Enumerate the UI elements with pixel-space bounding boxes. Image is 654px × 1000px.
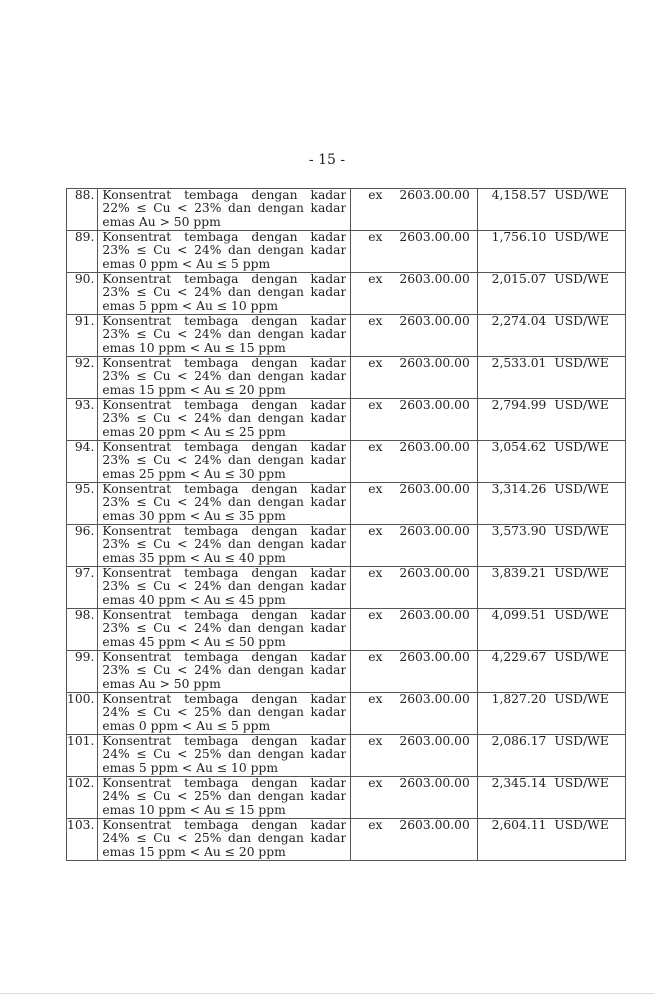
ex-marker: ex — [368, 608, 383, 622]
hs-code: 2603.00.00 — [399, 524, 470, 538]
price-value: 1,756.10 — [491, 230, 547, 244]
description-cell — [98, 441, 351, 483]
description-cell — [98, 189, 351, 231]
description-line: emas 0 ppm < Au ≤ 5 ppm — [102, 719, 271, 733]
price-unit: USD/WE — [554, 608, 609, 622]
description-cell — [98, 609, 351, 651]
description-line: Konsentrat tembaga dengan kadar — [102, 567, 347, 580]
table-row — [67, 189, 626, 231]
description-line: 23% ≤ Cu < 24% dan dengan kadar — [102, 496, 347, 510]
price-value: 2,533.01 — [491, 356, 547, 370]
description-cell — [98, 357, 351, 399]
row-number: 96. — [67, 525, 98, 567]
hs-code-cell — [351, 273, 478, 315]
description-cell — [98, 315, 351, 357]
row-number: 100. — [67, 693, 98, 735]
price-cell — [478, 189, 626, 231]
hs-code: 2603.00.00 — [399, 272, 470, 286]
description-line: Konsentrat tembaga dengan kadar — [102, 399, 347, 412]
hs-code-cell — [351, 357, 478, 399]
description-line: emas 25 ppm < Au ≤ 30 ppm — [102, 467, 286, 481]
hs-code: 2603.00.00 — [399, 608, 470, 622]
description-line: emas Au > 50 ppm — [102, 215, 221, 229]
table-row — [67, 273, 626, 315]
description-cell — [98, 735, 351, 777]
price-unit: USD/WE — [554, 566, 609, 580]
description-line: emas 10 ppm < Au ≤ 15 ppm — [102, 803, 286, 817]
hs-code-cell — [351, 651, 478, 693]
row-number: 99. — [67, 651, 98, 693]
price-value: 1,827.20 — [491, 692, 547, 706]
table-row — [67, 231, 626, 273]
description-line: emas 20 ppm < Au ≤ 25 ppm — [102, 425, 286, 439]
row-number: 98. — [67, 609, 98, 651]
description-line: Konsentrat tembaga dengan kadar — [102, 525, 347, 538]
hs-code-cell — [351, 609, 478, 651]
ex-marker: ex — [368, 398, 383, 412]
ex-marker: ex — [368, 482, 383, 496]
description-cell — [98, 483, 351, 525]
description-line: Konsentrat tembaga dengan kadar — [102, 441, 347, 454]
table-row — [67, 735, 626, 777]
description-cell — [98, 777, 351, 819]
description-line: Konsentrat tembaga dengan kadar — [102, 231, 347, 244]
ex-marker: ex — [368, 692, 383, 706]
description-line: emas 30 ppm < Au ≤ 35 ppm — [102, 509, 286, 523]
hs-code-cell — [351, 735, 478, 777]
price-cell — [478, 273, 626, 315]
price-value: 2,794.99 — [491, 398, 547, 412]
description-cell — [98, 567, 351, 609]
price-unit: USD/WE — [554, 734, 609, 748]
row-number: 102. — [67, 777, 98, 819]
description-line: Konsentrat tembaga dengan kadar — [102, 609, 347, 622]
description-cell — [98, 819, 351, 861]
description-line: Konsentrat tembaga dengan kadar — [102, 189, 347, 202]
price-value: 2,015.07 — [491, 272, 547, 286]
description-line: emas Au > 50 ppm — [102, 677, 221, 691]
description-line: 24% ≤ Cu < 25% dan dengan kadar — [102, 748, 347, 762]
price-cell — [478, 777, 626, 819]
ex-marker: ex — [368, 440, 383, 454]
description-line: emas 10 ppm < Au ≤ 15 ppm — [102, 341, 286, 355]
table-row — [67, 609, 626, 651]
description-cell — [98, 399, 351, 441]
hs-code-cell — [351, 441, 478, 483]
price-cell — [478, 525, 626, 567]
ex-marker: ex — [368, 230, 383, 244]
price-value: 3,573.90 — [491, 524, 547, 538]
price-unit: USD/WE — [554, 272, 609, 286]
description-line: Konsentrat tembaga dengan kadar — [102, 315, 347, 328]
description-line: 23% ≤ Cu < 24% dan dengan kadar — [102, 454, 347, 468]
hs-code: 2603.00.00 — [399, 482, 470, 496]
description-line: 22% ≤ Cu < 23% dan dengan kadar — [102, 202, 347, 216]
description-line: Konsentrat tembaga dengan kadar — [102, 735, 347, 748]
description-line: emas 15 ppm < Au ≤ 20 ppm — [102, 383, 286, 397]
hs-code-cell — [351, 819, 478, 861]
description-line: 23% ≤ Cu < 24% dan dengan kadar — [102, 412, 347, 426]
table-row — [67, 777, 626, 819]
ex-marker: ex — [368, 734, 383, 748]
description-line: Konsentrat tembaga dengan kadar — [102, 693, 347, 706]
description-line: emas 45 ppm < Au ≤ 50 ppm — [102, 635, 286, 649]
row-number: 95. — [67, 483, 98, 525]
price-cell — [478, 735, 626, 777]
table-row — [67, 399, 626, 441]
price-cell — [478, 483, 626, 525]
ex-marker: ex — [368, 272, 383, 286]
price-table-body — [67, 189, 626, 861]
price-value: 2,345.14 — [491, 776, 547, 790]
row-number: 97. — [67, 567, 98, 609]
description-line: 23% ≤ Cu < 24% dan dengan kadar — [102, 580, 347, 594]
table-row — [67, 651, 626, 693]
price-unit: USD/WE — [554, 188, 609, 202]
row-number: 88. — [67, 189, 98, 231]
table-row — [67, 525, 626, 567]
description-line: 23% ≤ Cu < 24% dan dengan kadar — [102, 664, 347, 678]
ex-marker: ex — [368, 356, 383, 370]
row-number: 93. — [67, 399, 98, 441]
hs-code-cell — [351, 231, 478, 273]
price-cell — [478, 609, 626, 651]
description-line: 24% ≤ Cu < 25% dan dengan kadar — [102, 790, 347, 804]
price-table — [66, 188, 626, 861]
hs-code-cell — [351, 315, 478, 357]
price-value: 2,604.11 — [491, 818, 547, 832]
price-unit: USD/WE — [554, 398, 609, 412]
price-unit: USD/WE — [554, 524, 609, 538]
ex-marker: ex — [368, 566, 383, 580]
table-row — [67, 357, 626, 399]
ex-marker: ex — [368, 188, 383, 202]
price-unit: USD/WE — [554, 776, 609, 790]
table-row — [67, 693, 626, 735]
hs-code-cell — [351, 399, 478, 441]
description-line: 23% ≤ Cu < 24% dan dengan kadar — [102, 370, 347, 384]
row-number: 92. — [67, 357, 98, 399]
price-cell — [478, 315, 626, 357]
description-line: emas 40 ppm < Au ≤ 45 ppm — [102, 593, 286, 607]
hs-code-cell — [351, 189, 478, 231]
description-line: 23% ≤ Cu < 24% dan dengan kadar — [102, 538, 347, 552]
price-cell — [478, 231, 626, 273]
description-line: Konsentrat tembaga dengan kadar — [102, 819, 347, 832]
ex-marker: ex — [368, 776, 383, 790]
price-cell — [478, 441, 626, 483]
hs-code: 2603.00.00 — [399, 230, 470, 244]
hs-code-cell — [351, 483, 478, 525]
price-unit: USD/WE — [554, 314, 609, 328]
hs-code: 2603.00.00 — [399, 188, 470, 202]
price-unit: USD/WE — [554, 482, 609, 496]
description-line: 23% ≤ Cu < 24% dan dengan kadar — [102, 622, 347, 636]
row-number: 103. — [67, 819, 98, 861]
hs-code-cell — [351, 525, 478, 567]
hs-code: 2603.00.00 — [399, 398, 470, 412]
price-unit: USD/WE — [554, 440, 609, 454]
description-line: 23% ≤ Cu < 24% dan dengan kadar — [102, 286, 347, 300]
table-row — [67, 819, 626, 861]
row-number: 91. — [67, 315, 98, 357]
price-unit: USD/WE — [554, 650, 609, 664]
ex-marker: ex — [368, 314, 383, 328]
price-cell — [478, 651, 626, 693]
row-number: 94. — [67, 441, 98, 483]
description-line: emas 0 ppm < Au ≤ 5 ppm — [102, 257, 271, 271]
hs-code: 2603.00.00 — [399, 356, 470, 370]
hs-code: 2603.00.00 — [399, 776, 470, 790]
price-value: 3,054.62 — [491, 440, 547, 454]
price-cell — [478, 399, 626, 441]
price-value: 3,314.26 — [491, 482, 547, 496]
description-line: Konsentrat tembaga dengan kadar — [102, 483, 347, 496]
hs-code: 2603.00.00 — [399, 692, 470, 706]
hs-code: 2603.00.00 — [399, 566, 470, 580]
table-row — [67, 567, 626, 609]
description-line: Konsentrat tembaga dengan kadar — [102, 651, 347, 664]
table-row — [67, 441, 626, 483]
row-number: 101. — [67, 735, 98, 777]
price-value: 4,158.57 — [491, 188, 547, 202]
page-edge — [0, 993, 654, 994]
hs-code: 2603.00.00 — [399, 314, 470, 328]
row-number: 89. — [67, 231, 98, 273]
description-line: 23% ≤ Cu < 24% dan dengan kadar — [102, 244, 347, 258]
price-value: 4,229.67 — [491, 650, 547, 664]
price-unit: USD/WE — [554, 230, 609, 244]
description-line: Konsentrat tembaga dengan kadar — [102, 357, 347, 370]
description-line: 24% ≤ Cu < 25% dan dengan kadar — [102, 706, 347, 720]
price-cell — [478, 567, 626, 609]
hs-code-cell — [351, 693, 478, 735]
hs-code: 2603.00.00 — [399, 440, 470, 454]
price-unit: USD/WE — [554, 818, 609, 832]
table-row — [67, 483, 626, 525]
ex-marker: ex — [368, 818, 383, 832]
description-cell — [98, 231, 351, 273]
description-cell — [98, 273, 351, 315]
description-line: emas 5 ppm < Au ≤ 10 ppm — [102, 299, 279, 313]
description-cell — [98, 693, 351, 735]
price-unit: USD/WE — [554, 692, 609, 706]
hs-code: 2603.00.00 — [399, 734, 470, 748]
ex-marker: ex — [368, 524, 383, 538]
description-line: emas 5 ppm < Au ≤ 10 ppm — [102, 761, 279, 775]
description-line: Konsentrat tembaga dengan kadar — [102, 777, 347, 790]
price-cell — [478, 819, 626, 861]
description-line: emas 15 ppm < Au ≤ 20 ppm — [102, 845, 286, 859]
description-line: 24% ≤ Cu < 25% dan dengan kadar — [102, 832, 347, 846]
price-value: 2,086.17 — [491, 734, 547, 748]
price-value: 3,839.21 — [491, 566, 547, 580]
hs-code: 2603.00.00 — [399, 818, 470, 832]
price-value: 4,099.51 — [491, 608, 547, 622]
price-cell — [478, 693, 626, 735]
description-cell — [98, 651, 351, 693]
price-value: 2,274.04 — [491, 314, 547, 328]
description-cell — [98, 525, 351, 567]
description-line: 23% ≤ Cu < 24% dan dengan kadar — [102, 328, 347, 342]
description-line: Konsentrat tembaga dengan kadar — [102, 273, 347, 286]
hs-code: 2603.00.00 — [399, 650, 470, 664]
table-row — [67, 315, 626, 357]
price-cell — [478, 357, 626, 399]
hs-code-cell — [351, 567, 478, 609]
row-number: 90. — [67, 273, 98, 315]
description-line: emas 35 ppm < Au ≤ 40 ppm — [102, 551, 286, 565]
ex-marker: ex — [368, 650, 383, 664]
price-unit: USD/WE — [554, 356, 609, 370]
page-number: - 15 - — [308, 152, 346, 168]
hs-code-cell — [351, 777, 478, 819]
